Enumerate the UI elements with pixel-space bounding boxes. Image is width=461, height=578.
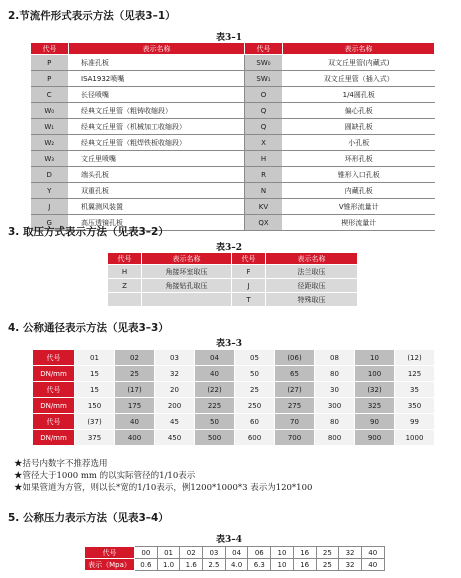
value-cell: 15 <box>75 382 115 398</box>
name-cell: 长径喷嘴 <box>69 87 245 103</box>
code-cell: C <box>31 87 69 103</box>
code-cell: F <box>232 265 266 279</box>
table-row <box>33 430 435 446</box>
value-cell: 40 <box>195 366 235 382</box>
code-cell: D <box>31 167 69 183</box>
table-row <box>33 398 435 414</box>
table-row <box>33 414 435 430</box>
value-cell: 225 <box>195 398 235 414</box>
value-cell: 65 <box>275 366 315 382</box>
name-cell: 锥形入口孔板 <box>283 167 435 183</box>
row-label-cell: DN/mm <box>33 430 75 446</box>
name-cell: 高压透镜孔板 <box>69 215 245 231</box>
header-name: 表示名称 <box>69 43 245 55</box>
value-cell: 150 <box>75 398 115 414</box>
code-cell: Q <box>245 119 283 135</box>
name-cell: 角接钻孔取压 <box>142 279 232 293</box>
value-cell: 375 <box>75 430 115 446</box>
value-cell: 00 <box>135 547 158 559</box>
code-cell <box>108 293 142 307</box>
name-cell: 1/4圆孔板 <box>283 87 435 103</box>
value-cell: 20 <box>155 382 195 398</box>
row-label-cell: 代号 <box>85 547 135 559</box>
name-cell: 经典文丘里管（粗铸收缩段） <box>69 103 245 119</box>
name-cell: 标准孔板 <box>69 55 245 71</box>
name-cell: 角接环室取压 <box>142 265 232 279</box>
value-cell: 500 <box>195 430 235 446</box>
code-cell: J <box>31 199 69 215</box>
value-cell: 05 <box>235 350 275 366</box>
code-cell: N <box>245 183 283 199</box>
value-cell: 02 <box>180 547 203 559</box>
table-row <box>31 103 435 119</box>
value-cell: 300 <box>315 398 355 414</box>
code-cell: H <box>108 265 142 279</box>
code-cell: P <box>31 71 69 87</box>
note-item: ★管径大于1000 mm 的以实际管径的1/10表示 <box>14 471 196 481</box>
value-cell: 2.5 <box>203 559 226 571</box>
value-cell: 10 <box>271 547 294 559</box>
table-caption-3-2: 表3–2 <box>216 243 243 253</box>
value-cell: 16 <box>293 559 316 571</box>
name-cell: 偏心孔板 <box>283 103 435 119</box>
value-cell: 03 <box>155 350 195 366</box>
name-cell: 端头孔板 <box>69 167 245 183</box>
note-item: ★如果管道为方管，则以长*宽的1/10表示，例1200*1000*3 表示为120*100 <box>14 483 313 493</box>
value-cell: (17) <box>115 382 155 398</box>
value-cell: 02 <box>115 350 155 366</box>
value-cell: 35 <box>395 382 435 398</box>
value-cell: 32 <box>339 547 362 559</box>
value-cell: 15 <box>75 366 115 382</box>
value-cell: 125 <box>395 366 435 382</box>
name-cell: 楔形流量计 <box>283 215 435 231</box>
value-cell: 10 <box>355 350 395 366</box>
value-cell: 45 <box>155 414 195 430</box>
value-cell: 01 <box>157 547 180 559</box>
table-row <box>31 135 435 151</box>
name-cell: V锥形流量计 <box>283 199 435 215</box>
code-cell: SW₀ <box>245 55 283 71</box>
name-cell: 双文丘里管(内藏式) <box>283 55 435 71</box>
code-cell: W₂ <box>31 135 69 151</box>
name-cell: 文丘里喷嘴 <box>69 151 245 167</box>
header-name: 表示名称 <box>283 43 435 55</box>
name-cell: 径距取压 <box>266 279 358 293</box>
value-cell: 04 <box>195 350 235 366</box>
table-row <box>33 350 435 366</box>
table-row <box>33 382 435 398</box>
value-cell: 100 <box>355 366 395 382</box>
value-cell: 200 <box>155 398 195 414</box>
value-cell: (06) <box>275 350 315 366</box>
value-cell: 40 <box>361 559 384 571</box>
value-cell: 16 <box>293 547 316 559</box>
table-row <box>108 279 358 293</box>
name-cell: 特殊取压 <box>266 293 358 307</box>
code-cell: R <box>245 167 283 183</box>
table-row <box>31 71 435 87</box>
value-cell: 40 <box>115 414 155 430</box>
value-cell: 6.3 <box>248 559 271 571</box>
value-cell: 08 <box>315 350 355 366</box>
section-heading-nominal-diameter: 4. 公称通径表示方法（见表3–3） <box>8 322 169 334</box>
value-cell: 4.0 <box>225 559 248 571</box>
value-cell: (32) <box>355 382 395 398</box>
code-cell: G <box>31 215 69 231</box>
value-cell: (37) <box>75 414 115 430</box>
table-row <box>85 547 385 559</box>
section-heading-throttle-type: 2.节流件形式表示方法（见表3–1） <box>8 10 176 22</box>
value-cell: 400 <box>115 430 155 446</box>
row-label-cell: DN/mm <box>33 398 75 414</box>
header-code: 代号 <box>232 253 266 265</box>
value-cell: 04 <box>225 547 248 559</box>
note-item: ★括号内数字不推荐选用 <box>14 459 108 469</box>
name-cell: 小孔板 <box>283 135 435 151</box>
code-cell: W₃ <box>31 151 69 167</box>
value-cell: 25 <box>235 382 275 398</box>
name-cell <box>142 293 232 307</box>
code-cell: X <box>245 135 283 151</box>
nominal-diameter-table <box>32 349 435 446</box>
value-cell: 80 <box>315 414 355 430</box>
value-cell: 25 <box>316 559 339 571</box>
value-cell: 900 <box>355 430 395 446</box>
table-row <box>108 265 358 279</box>
value-cell: 32 <box>339 559 362 571</box>
code-cell: T <box>232 293 266 307</box>
row-label-cell: 代号 <box>33 350 75 366</box>
section-heading-pressure-tap: 3. 取压方式表示方法（见表3–2） <box>8 226 169 238</box>
value-cell: 50 <box>235 366 275 382</box>
code-cell: W₀ <box>31 103 69 119</box>
code-cell: SW₁ <box>245 71 283 87</box>
row-label-cell: 代号 <box>33 414 75 430</box>
code-cell: O <box>245 87 283 103</box>
value-cell: (27) <box>275 382 315 398</box>
name-cell: 机翼测风装置 <box>69 199 245 215</box>
row-label-cell: 代号 <box>33 382 75 398</box>
section-heading-nominal-pressure: 5. 公称压力表示方法（见表3–4） <box>8 512 169 524</box>
table-caption-3-4: 表3–4 <box>216 535 243 545</box>
name-cell: 内藏孔板 <box>283 183 435 199</box>
header-name: 表示名称 <box>266 253 358 265</box>
value-cell: (22) <box>195 382 235 398</box>
pressure-tap-table <box>107 252 358 307</box>
header-name: 表示名称 <box>142 253 232 265</box>
value-cell: 800 <box>315 430 355 446</box>
value-cell: 06 <box>248 547 271 559</box>
table-header-row <box>31 43 435 55</box>
value-cell: 250 <box>235 398 275 414</box>
table-row <box>31 55 435 71</box>
value-cell: 450 <box>155 430 195 446</box>
value-cell: 1.6 <box>180 559 203 571</box>
value-cell: 175 <box>115 398 155 414</box>
code-cell: P <box>31 55 69 71</box>
name-cell: 法兰取压 <box>266 265 358 279</box>
value-cell: 25 <box>316 547 339 559</box>
header-code: 代号 <box>245 43 283 55</box>
code-cell: Y <box>31 183 69 199</box>
header-code: 代号 <box>31 43 69 55</box>
value-cell: 30 <box>315 382 355 398</box>
value-cell: 700 <box>275 430 315 446</box>
value-cell: 90 <box>355 414 395 430</box>
code-cell: W₁ <box>31 119 69 135</box>
value-cell: 40 <box>361 547 384 559</box>
value-cell: 0.6 <box>135 559 158 571</box>
name-cell: 经典文丘里管（粗焊铁板收缩段） <box>69 135 245 151</box>
throttle-type-table <box>30 42 435 231</box>
value-cell: 350 <box>395 398 435 414</box>
value-cell: 80 <box>315 366 355 382</box>
value-cell: 25 <box>115 366 155 382</box>
value-cell: 32 <box>155 366 195 382</box>
table-row <box>31 87 435 103</box>
table-row <box>33 366 435 382</box>
value-cell: 50 <box>195 414 235 430</box>
value-cell: 600 <box>235 430 275 446</box>
value-cell: 325 <box>355 398 395 414</box>
name-cell: ISA1932喷嘴 <box>69 71 245 87</box>
value-cell: 99 <box>395 414 435 430</box>
table-caption-3-1: 表3–1 <box>216 33 243 43</box>
code-cell: Q <box>245 103 283 119</box>
code-cell: QX <box>245 215 283 231</box>
header-code: 代号 <box>108 253 142 265</box>
code-cell: J <box>232 279 266 293</box>
row-label-cell: 表示（Mpa） <box>85 559 135 571</box>
value-cell: 60 <box>235 414 275 430</box>
value-cell: 70 <box>275 414 315 430</box>
value-cell: 03 <box>203 547 226 559</box>
code-cell: Z <box>108 279 142 293</box>
nominal-pressure-table <box>84 546 385 571</box>
code-cell: H <box>245 151 283 167</box>
value-cell: 01 <box>75 350 115 366</box>
table-row <box>31 151 435 167</box>
code-cell: KV <box>245 199 283 215</box>
value-cell: (12) <box>395 350 435 366</box>
table-row <box>31 199 435 215</box>
name-cell: 环形孔板 <box>283 151 435 167</box>
table-caption-3-3: 表3–3 <box>216 339 243 349</box>
name-cell: 双重孔板 <box>69 183 245 199</box>
value-cell: 10 <box>271 559 294 571</box>
name-cell: 双文丘里管（插入式） <box>283 71 435 87</box>
value-cell: 275 <box>275 398 315 414</box>
table-header-row <box>108 253 358 265</box>
name-cell: 圆缺孔板 <box>283 119 435 135</box>
value-cell: 1000 <box>395 430 435 446</box>
table-row <box>31 183 435 199</box>
value-cell: 1.0 <box>157 559 180 571</box>
table-row <box>85 559 385 571</box>
row-label-cell: DN/mm <box>33 366 75 382</box>
table-row <box>108 293 358 307</box>
notes-block <box>14 458 312 494</box>
name-cell: 经典文丘里管（机械加工收缩段） <box>69 119 245 135</box>
table-row <box>31 119 435 135</box>
table-row <box>31 167 435 183</box>
